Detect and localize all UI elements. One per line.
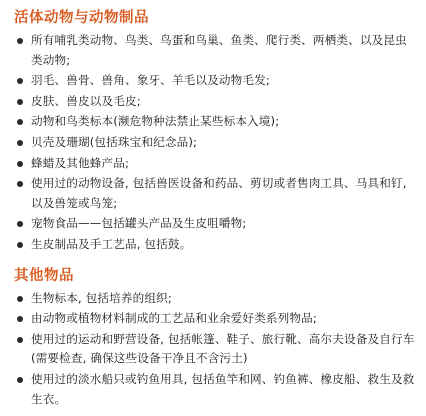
bullet-icon <box>17 337 23 343</box>
section-live-animals <box>14 9 416 255</box>
bullet-icon <box>17 161 23 167</box>
bullet-icon <box>17 296 23 302</box>
bullet-icon <box>17 99 23 105</box>
bullet-icon <box>17 38 23 44</box>
item-list <box>14 289 416 410</box>
bullet-icon <box>17 119 23 125</box>
section-title: 活体动物与动物制品 <box>14 10 149 26</box>
list-item <box>14 174 416 213</box>
list-item <box>14 309 416 329</box>
list-item-text: 贝壳及珊瑚(包括珠宝和纪念品); <box>31 134 198 149</box>
bullet-icon <box>17 221 23 227</box>
list-item-text: 生皮制品及手工艺品, 包括鼓。 <box>31 236 192 251</box>
list-item-text: 由动物或植物材料制成的工艺品和业余爱好类系列物品; <box>31 311 317 326</box>
list-item <box>14 330 416 369</box>
section-title: 其他物品 <box>14 267 74 284</box>
bullet-icon <box>17 242 23 248</box>
list-item-text: 生物标本, 包括培养的组织; <box>31 290 172 305</box>
list-item <box>14 71 416 91</box>
item-list <box>14 31 416 255</box>
list-item <box>14 289 416 309</box>
bullet-icon <box>17 316 23 322</box>
bullet-icon <box>17 377 23 383</box>
bottom-fade <box>0 410 426 416</box>
list-item-text: 皮肤、兽皮以及毛皮; <box>31 93 141 108</box>
list-item-text: 所有哺乳类动物、鸟类、鸟蛋和鸟巢、鱼类、爬行类、两栖类、以及昆虫类动物; <box>31 33 407 67</box>
section-other-items <box>14 267 416 410</box>
list-item <box>14 214 416 234</box>
list-item <box>14 370 416 409</box>
list-item-text: 使用过的运动和野营设备, 包括帐篷、鞋子、旅行靴、高尔夫设备及自行车(需要检查, 确保这些设备干净且不含污土) <box>31 331 415 366</box>
list-item-text: 羽毛、兽骨、兽角、象牙、羊毛以及动物毛发; <box>31 73 270 88</box>
list-item <box>14 133 416 153</box>
list-item <box>14 154 416 174</box>
list-item-text: 蜂蜡及其他蜂产品; <box>31 155 130 170</box>
list-item <box>14 112 416 132</box>
list-item-text: 动物和鸟类标本(濒危物种法禁止某些标本入境); <box>31 114 280 129</box>
bullet-icon <box>17 140 23 146</box>
list-item-text: 使用过的动物设备, 包括兽医设备和药品、剪切或者售肉工具、马具和钉, 以及兽笼或鸟笼; <box>31 176 407 210</box>
bullet-icon <box>17 181 23 187</box>
list-item <box>14 31 416 70</box>
list-item-text: 宠物食品——包括罐头产品及生皮咀嚼物; <box>31 216 247 231</box>
list-item <box>14 235 416 255</box>
bullet-icon <box>17 78 23 84</box>
list-item-text: 使用过的淡水船只或钓鱼用具, 包括鱼竿和网、钓鱼裤、橡皮船、救生及救生衣。 <box>31 371 415 406</box>
list-item <box>14 92 416 112</box>
